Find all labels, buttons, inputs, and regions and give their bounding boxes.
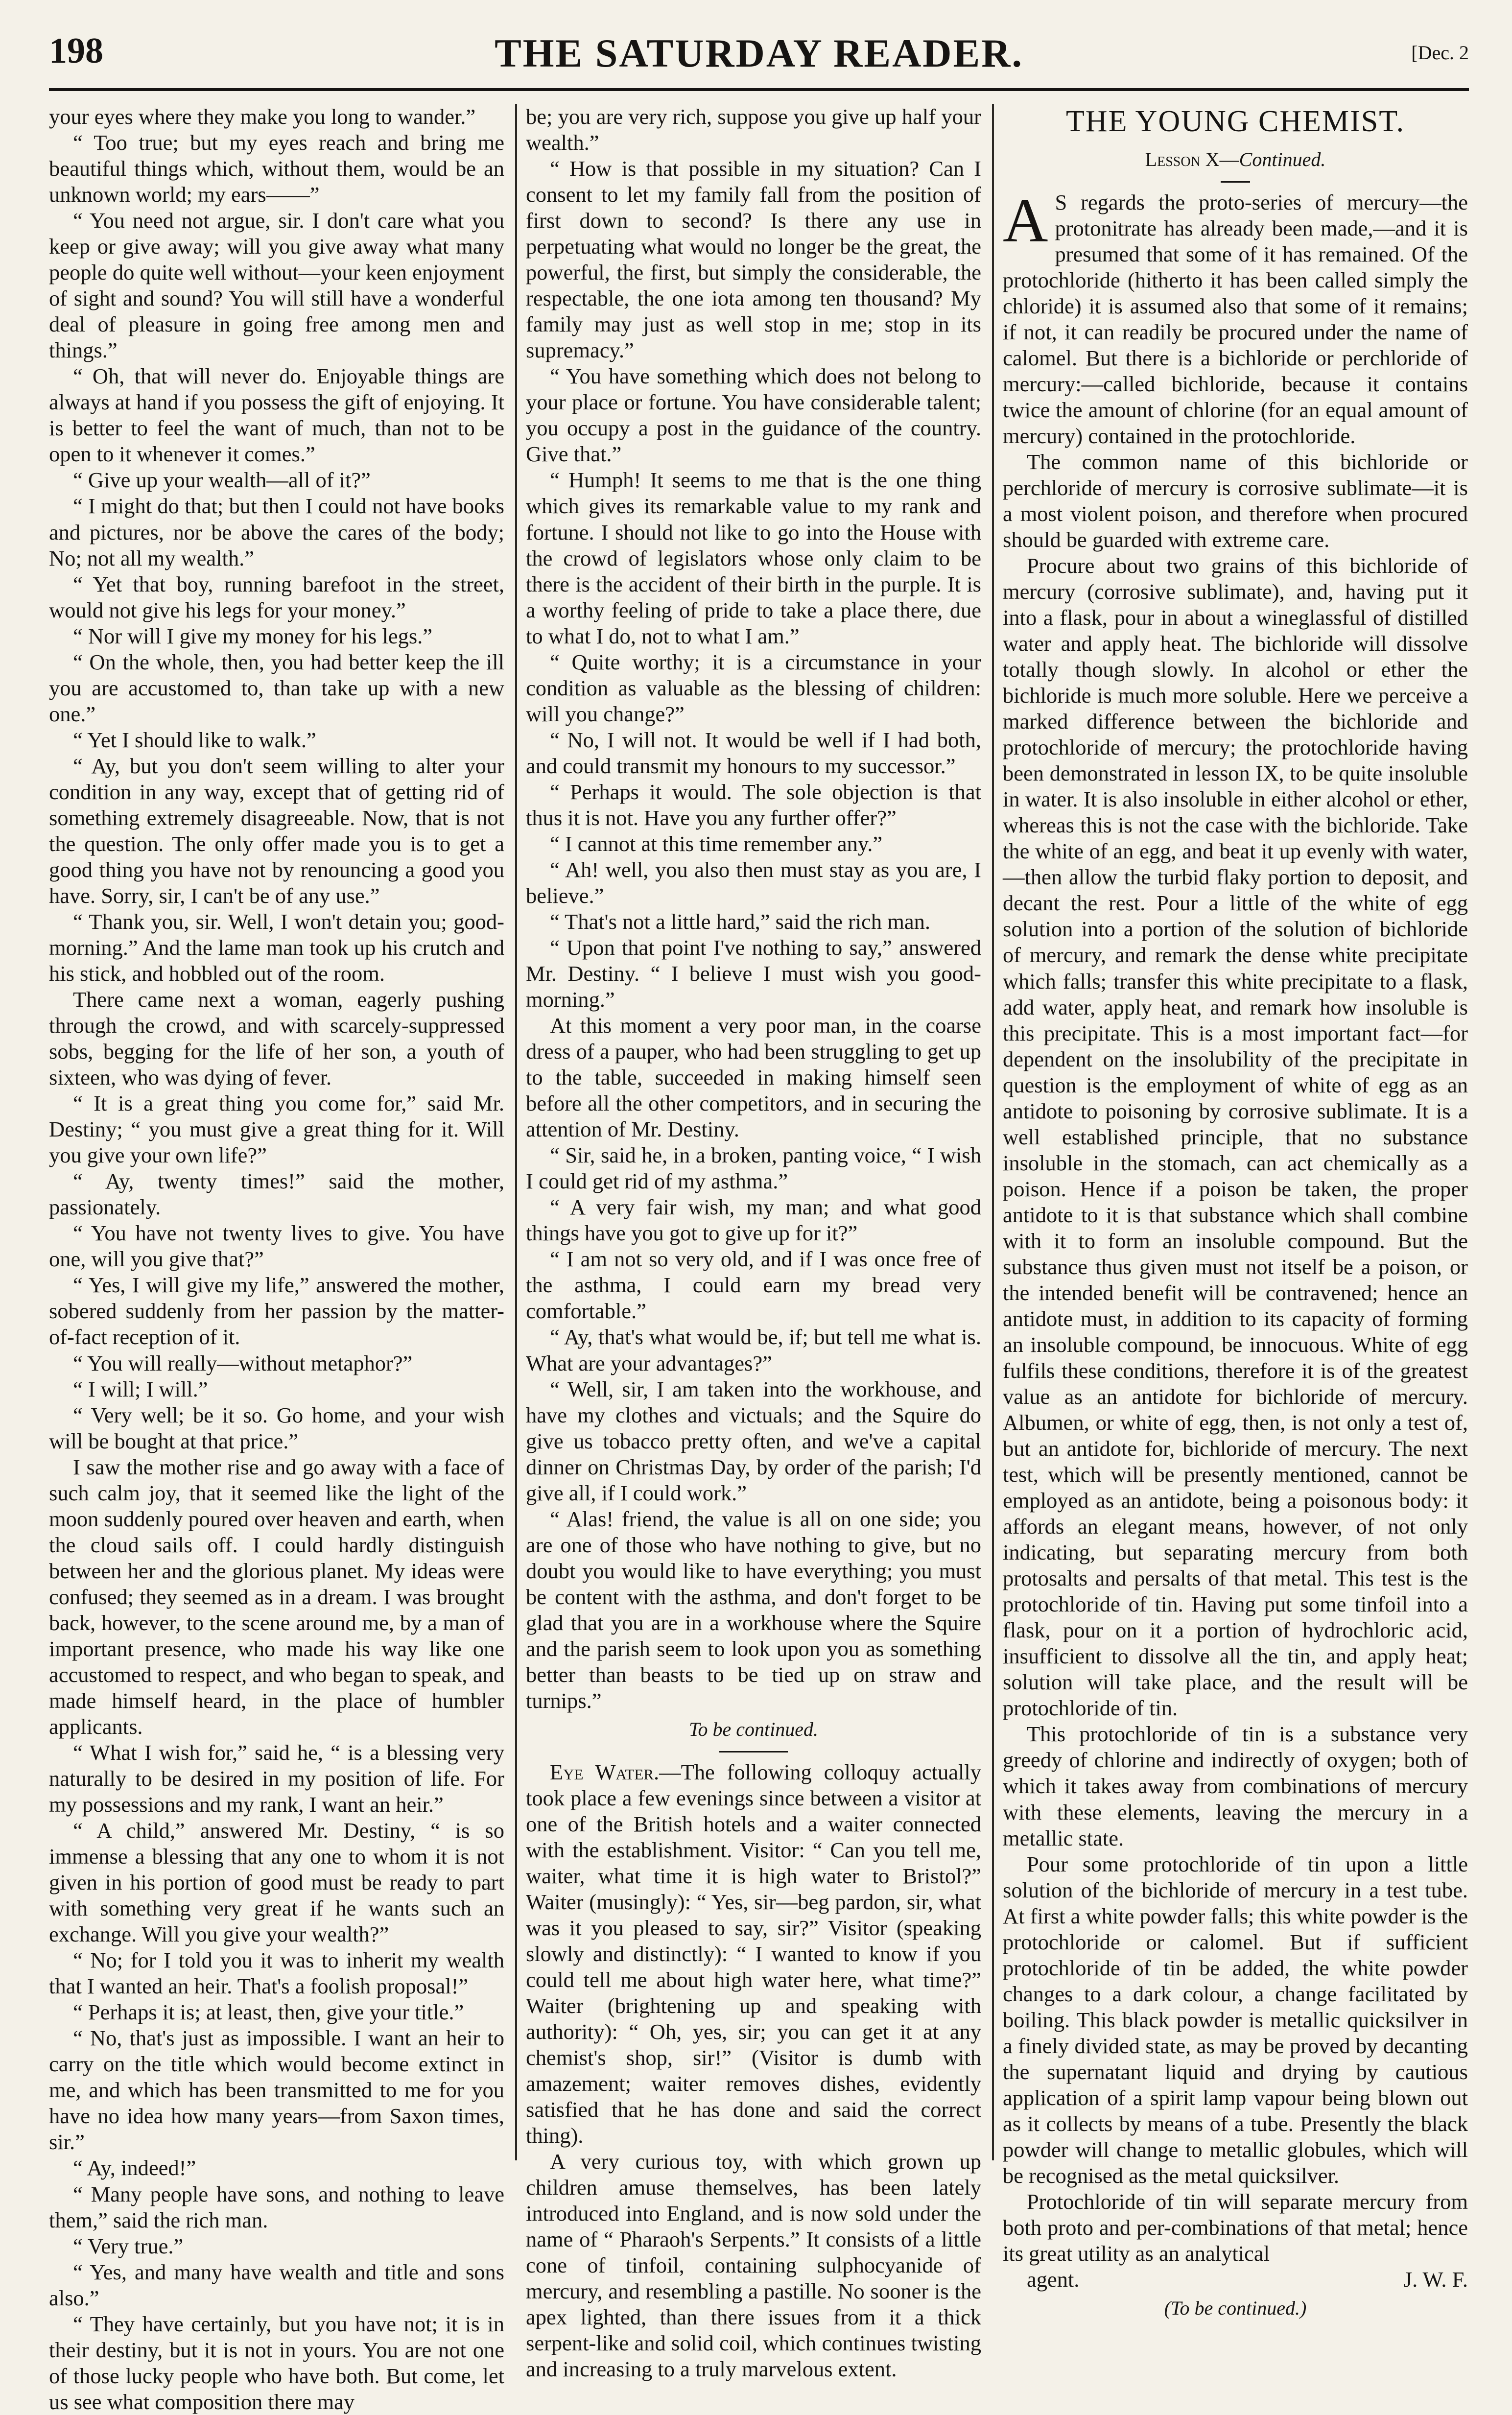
story-paragraph: “ I might do that; but then I could not have books and pictures, nor be above the cares of the body; No; not all my wealth.” [49,494,504,570]
signature-line [1003,2267,1468,2293]
story-paragraph: “ I am not so very old, and if I was once free of the asthma, I could earn my bread very comfortable.” [526,1247,981,1324]
story-paragraph: “ Sir, said he, in a broken, panting voice, “ I wish I could get rid of my asthma.” [526,1143,981,1194]
story-paragraph: “ Ay, but you don't seem willing to alter your condition in any way, except that of getting rid of something extremely disagreeable. Now, that is not the question. The only offer made you is to get a good thing you have not by renouncing a good you have. Sorry, sir, I can't be of any use.” [49,753,504,908]
article-paragraph: Protochloride of tin will separate mercury from both proto and per-combinations of that metal; hence its great utility as an analytical [1003,2189,1468,2266]
story-paragraph: “ Yes, I will give my life,” answered the mother, sobered suddenly from her passion by the matter-of-fact reception of it. [49,1273,504,1350]
story-paragraph: be; you are very rich, suppose you give up half your wealth.” [526,104,981,155]
story-paragraph: “ Ay, twenty times!” said the mother, passionately. [49,1169,504,1220]
eye-water-paragraph [526,1759,981,2149]
lesson-label: Lesson X— [1145,148,1239,170]
story-paragraph: “ Yet I should like to walk.” [72,727,316,752]
story-paragraph: “ Very well; be it so. Go home, and your wish will be bought at that price.” [49,1402,504,1453]
issue-date: [Dec. 2 [1411,42,1469,64]
chemist-to-be-continued: (To be continued.) [1164,2297,1307,2320]
story-paragraph: “ A child,” answered Mr. Destiny, “ is so immense a blessing that any one to whom it is not given in his portion of good must be ready to part with something very great if he wants such an exchange. Will you give your wealth?” [49,1818,504,1947]
story-paragraph: “ Yet that boy, running barefoot in the street, would not give his legs for your money.” [49,571,504,622]
story-paragraph: “ No, that's just as impossible. I want an heir to carry on the title which would become extinct in me, and which has been transmitted to me for you have no idea how many years—from Saxon times, sir.” [49,2026,504,2155]
story-paragraph: “ You have something which does not belong to your place or fortune. You have considerable talent; you occupy a post in the guidance of the country. Give that.” [526,364,981,467]
story-paragraph: “ Too true; but my eyes reach and bring me beautiful things which, without them, would be an unknown world; my ears——” [49,130,504,207]
page-number: 198 [49,31,103,71]
story-paragraph: I saw the mother rise and go away with a face of such calm joy, that it seemed like the light of the moon suddenly poured over heaven and earth, when the cloud sails off. I could hardly distinguish between her and the glorious planet. My ideas were confused; they seemed as in a dream. I was brought back, however, to the scene around me, by a man of important presence, who made his way like one accustomed to respect, and who began to speak, and made himself heard, in the place of humbler applicants. [49,1454,504,1739]
story-paragraph: “ Thank you, sir. Well, I won't detain you; good-morning.” And the lame man took up his crutch and his stick, and hobbled out of the room. [49,909,504,986]
story-paragraph: “ Well, sir, I am taken into the workhouse, and have my clothes and victuals; and the Squire do give us tobacco pretty often, and we've a capital dinner on Christmas Day, by order of the parish; I'd give all, if I could work.” [526,1376,981,1505]
last-word: agent. [1026,2267,1080,2292]
story-paragraph: “ Perhaps it would. The sole objection is that thus it is not. Have you any further offer?” [526,779,981,830]
story-paragraph: “ They have certainly, but you have not; it is in their destiny, but it is not in yours. You are not one of those lucky people who have both. But come, let us see what composition there may [49,2311,504,2414]
article-paragraph: The common name of this bichloride or perchloride of mercury is corrosive sublimate—it is a most violent poison, and therefore when procured should be guarded with extreme care. [1003,449,1468,552]
opening-paragraph [1003,185,1468,449]
story-paragraph: There came next a woman, eagerly pushing through the crowd, and with scarcely-suppressed sobs, begging for the life of her son, a youth of sixteen, who was dying of fever. [49,987,504,1090]
section-separator [719,1751,788,1752]
story-paragraph: “ It is a great thing you come for,” said Mr. Destiny; “ you must give a great thing for it. Will you give your own life?” [49,1091,504,1168]
eye-water-heading: Eye Water. [549,1759,660,1784]
masthead-title: THE SATURDAY READER. [495,31,1023,75]
pharaohs-serpents-paragraph: A very curious toy, with which grown up children amuse themselves, has been lately introduced into England, and is now sold under the name of “ Pharaoh's Serpents.” It consists of a little cone of tinfoil, containing sulphocyanide of mercury, and resembling a pastille. No sooner is the apex lighted, than there issues from it a thick serpent-like and solid coil, which continues twisting and increasing to a truly marvelous extent. [526,2149,981,2382]
story-paragraph: “ No, I will not. It would be well if I had both, and could transmit my honours to my successor.” [526,727,981,778]
article-body [1003,449,1468,2267]
drop-cap: A [1003,185,1048,255]
header-rule [49,88,1469,91]
story-paragraph: “ Ay, that's what would be, if; but tell me what is. What are your advantages?” [526,1325,981,1375]
left-column [49,104,504,2414]
story-paragraph: “ Nor will I give my money for his legs.” [72,623,433,648]
lesson-subtitle [1003,148,1468,171]
eye-water-text: —The following colloquy actually took place a few evenings since between a visitor at one of the British hotels and a waiter connected with the establishment. Visitor: “ Can you tell me, waiter, what time it is high water to Bristol?” Waiter (musingly): “ Yes, sir—beg pardon, sir, what was it you pleased to say, sir?” Visitor (speaking slowly and distinctly): “ I wanted to know if you could tell me about high water here, what time?” Waiter (brightening up and speaking with authority): “ Oh, yes, sir; you can get it at any chemist's shop, sir!” (Visitor is dumb with amazement; waiter removes dishes, evidently satisfied that he has done and said the correct thing). [526,1759,981,2148]
story-paragraph: “ Ay, indeed!” [72,2155,196,2180]
story-continuation [526,104,981,1714]
story-paragraph: “ On the whole, then, you had better keep the ill you are accustomed to, than take up with a new one.” [49,649,504,726]
story-paragraph: “ You have not twenty lives to give. You have one, will you give that?” [49,1221,504,1272]
story-paragraph: “ How is that possible in my situation? Can I consent to let my family fall from the position of first down to second? Is there any use in perpetuating what would no longer be the great, the powerful, the first, but simply the considerable, the respectable, the one iota among ten thousand? My family may just as well stop in me; stop in its supremacy.” [526,156,981,363]
article-paragraph: Procure about two grains of this bichloride of mercury (corrosive sublimate), and, having put it into a flask, pour in about a wineglassful of distilled water and apply heat. The bichloride will dissolve totally though slowly. In alcohol or ether the bichloride is much more soluble. Here we perceive a marked difference between the bichloride and protochloride of mercury; the protochloride having been demonstrated in lesson IX, to be quite insoluble in water. It is also insoluble in either alcohol or ether, whereas this is not the case with the bichloride. Take the white of an egg, and beat it up evenly with water,—then allow the turbid flaky portion to deposit, and decant the rest. Pour a little of the white of egg solution into a portion of the solution of bichloride of mercury, and remark the dense white precipitate which falls; transfer this white precipitate to a flask, add water, apply heat, and remark how insoluble is this precipitate. This is a most important fact—for dependent on the insolubility of the precipitate in question is the employment of white of egg as an antidote to poisoning by corrosive sublimate. It is a well established principle, that no substance insoluble in the stomach, can act chemically as a poison. Hence if a poison be taken, the proper antidote to it is that substance which shall combine with it to form an insoluble compound. But the substance thus given must not itself be a poison, or the intended benefit will be contravened; hence an antidote must, in addition to its capacity of forming an insoluble compound, be innocuous. White of egg fulfils these conditions, therefore it is of the greatest value as an antidote for bichloride of mercury. Albumen, or white of egg, then, is not only a test of, but an antidote for, bichloride of mercury. The next test, which will be presently mentioned, cannot be employed as an antidote, being a poisonous body: it affords an elegant means, however, of not only indicating, but separating mercury from both protosalts and persalts of that metal. This test is the protochloride of tin. Having put some tinfoil into a flask, pour on it a portion of hydrochloric acid, insufficient to dissolve all the tin, and apply heat; solution will take place, and the result will be protochloride of tin. [1003,553,1468,1721]
middle-column [526,104,981,2382]
story-paragraph: “ Humph! It seems to me that is the one thing which gives its remarkable value to my rank and fortune. I should not like to go into the House with the crowd of legislators whose only claim to be there is the accident of their birth in the purple. It is a worthy feeling of pride to take a place there, due to what I do, not to what I am.” [526,468,981,648]
story-paragraph: “ What I wish for,” said he, “ is a blessing very naturally to be desired in my position of life. For my possessions and my rank, I want an heir.” [49,1740,504,1817]
lesson-continued: Continued. [1239,148,1326,170]
title-separator [1221,181,1250,183]
story-paragraph: “ A very fair wish, my man; and what good things have you got to give up for it?” [526,1195,981,1246]
author-signature: J. W. F. [1403,2267,1468,2292]
story-paragraph: your eyes where they make you long to wander.” [49,104,476,129]
story-paragraph: “ Upon that point I've nothing to say,” answered Mr. Destiny. “ I believe I must wish you good-morning.” [526,935,981,1012]
story-paragraph: At this moment a very poor man, in the coarse dress of a pauper, who had been struggling to get up to the table, succeeded in making himself seen before all the other competitors, and in securing the attention of Mr. Destiny. [526,1013,981,1142]
story-paragraph: “ Alas! friend, the value is all on one side; you are one of those who have nothing to give, but no doubt you would like to have everything; you must be content with the asthma, and don't forget to be glad that you are in a workhouse where the Squire and the parish seem to look upon you as something better than beasts to be tied up on straw and turnips.” [526,1506,981,1713]
article-paragraph: Pour some protochloride of tin upon a little solution of the bichloride of mercury in a test tube. At first a white powder falls; this white powder is the protochloride or calomel. But if sufficient protochloride of tin be added, the white powder changes to a dark colour, a change facilitated by boiling. This black powder is metallic quicksilver in a finely divided state, as may be proved by decanting the supernatant liquid and drying by cautious application of a spirit lamp vapour being blown out as it collects by means of a tube. Presently the black powder will change to metallic globules, which will be recognised as the metal quicksilver. [1003,1851,1468,2188]
article-paragraph: This protochloride of tin is a substance very greedy of chlorine and indirectly of oxygen; both of which it takes away from combinations of mercury with these elements, leaving the mercury in a metallic state. [1003,1722,1468,1850]
story-paragraph: “ I will; I will.” [72,1376,208,1401]
story-paragraph: “ That's not a little hard,” said the rich man. [549,909,930,934]
to-be-continued-note: To be continued. [688,1718,819,1740]
right-column [1003,104,1468,2320]
story-paragraph: “ Oh, that will never do. Enjoyable things are always at hand if you possess the gift of enjoying. It is better to feel the want of much, than not to be open to it whenever it comes.” [49,364,504,467]
story-paragraph: “ Quite worthy; it is a circumstance in your condition as valuable as the blessing of children: will you change?” [526,649,981,726]
opening-paragraph-text: S regards the proto-series of mercury—the protonitrate has already been made,—and it is presumed that some of it has remained. Of the protochloride (hitherto it has been called simply the chloride) it is assumed also that some of it remains; if not, it can readily be procured under the name of calomel. But there is a bichloride or perchloride of mercury:—called bichloride, because it contains twice the amount of chlorine (for an equal amount of mercury) contained in the protochloride. [1003,189,1468,448]
story-paragraph: “ You will really—without metaphor?” [72,1350,413,1375]
story-paragraph: “ You need not argue, sir. I don't care what you keep or give away; will you give away what many people do quite well without—your keen enjoyment of sight and sound? You will still have a wonderful deal of pleasure in going free among men and things.” [49,208,504,363]
story-paragraph: “ Yes, and many have wealth and title and sons also.” [49,2259,504,2310]
story-paragraph: “ Give up your wealth—all of it?” [72,468,371,493]
story-paragraph: “ Many people have sons, and nothing to leave them,” said the rich man. [49,2181,504,2232]
story-paragraph: “ No; for I told you it was to inherit my wealth that I wanted an heir. That's a foolish proposal!” [49,1948,504,1999]
column-divider-left [515,104,517,2160]
story-paragraph: “ I cannot at this time remember any.” [549,831,883,856]
story-paragraph: “ Perhaps it is; at least, then, give your title.” [72,2000,464,2025]
page-header [49,30,1469,89]
story-paragraph: “ Ah! well, you also then must stay as you are, I believe.” [526,857,981,908]
story-paragraph: “ Very true.” [72,2233,184,2258]
column-divider-right [992,104,994,2160]
article-title: THE YOUNG CHEMIST. [1065,105,1405,138]
